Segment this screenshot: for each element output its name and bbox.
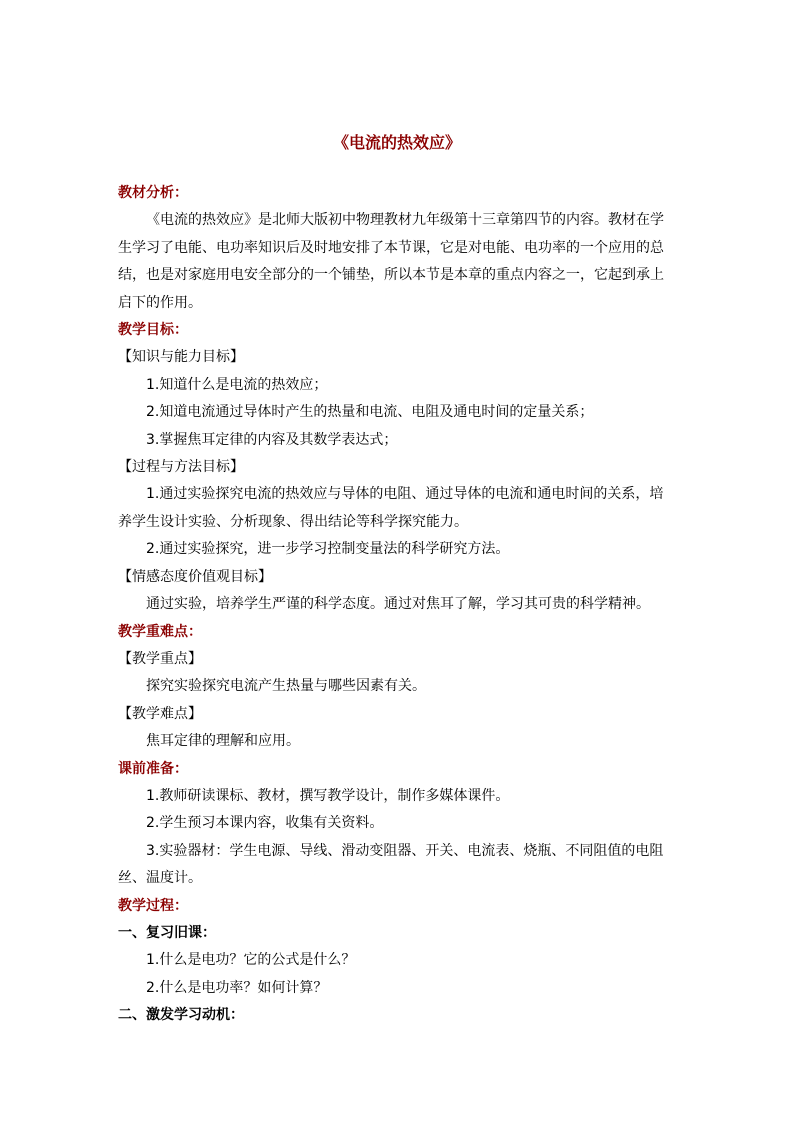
process-review-heading: 一、复习旧课： — [118, 924, 216, 941]
section-heading-keypoints: 教学重难点： — [118, 623, 202, 640]
prep-item: 2.学生预习本课内容，收集有关资料。 — [146, 815, 384, 832]
goal-item: 1.知道什么是电流的热效应； — [146, 376, 328, 393]
analysis-paragraph: 《电流的热效应》是北师大版初中物理教材九年级第十三章第四节的内容。教材在学生学习了电能、电功率知识后及时地安排了本节课，它是对电能、电功率的一个应用的总结，也是对家庭用电安全部分的一个铺垫，所以本节是本章的重点内容之一，它起到承上启下的作用。 — [118, 212, 664, 311]
keypoint-item: 探究实验探究电流产生热量与哪些因素有关。 — [146, 678, 426, 695]
goal-item: 3.掌握焦耳定律的内容及其数学表达式； — [146, 431, 398, 448]
prep-item: 1.教师研读课标、教材，撰写教学设计，制作多媒体课件。 — [146, 787, 510, 804]
goal-label-process: 【过程与方法目标】 — [118, 459, 244, 476]
goal-item: 2.通过实验探究，进一步学习控制变量法的科学研究方法。 — [146, 541, 510, 558]
process-motivate-heading: 二、激发学习动机： — [118, 1007, 244, 1024]
section-heading-prep: 课前准备： — [118, 760, 188, 777]
keypoint-label-difficult: 【教学难点】 — [118, 705, 202, 722]
section-heading-process: 教学过程： — [118, 897, 188, 914]
document-title: 《电流的热效应》 — [332, 133, 461, 152]
keypoint-label-key: 【教学重点】 — [118, 650, 202, 667]
document-body — [118, 180, 676, 1030]
goal-item: 2.知道电流通过导体时产生的热量和电流、电阻及通电时间的定量关系； — [146, 404, 594, 421]
section-heading-goals: 教学目标： — [118, 322, 188, 339]
section-heading-analysis: 教材分析： — [118, 185, 188, 201]
review-item: 1.什么是电功？它的公式是什么？ — [146, 952, 356, 969]
goal-label-knowledge: 【知识与能力目标】 — [118, 349, 244, 366]
review-item: 2.什么是电功率？如何计算？ — [146, 979, 328, 996]
prep-item: 3.实验器材：学生电源、导线、滑动变阻器、开关、电流表、烧瓶、不同阻值的电阻丝、温度计。 — [118, 842, 664, 887]
goal-item: 1.通过实验探究电流的热效应与导体的电阻、通过导体的电流和通电时间的关系，培养学生设计实验、分析现象、得出结论等科学探究能力。 — [118, 486, 664, 530]
goal-label-emotion: 【情感态度价值观目标】 — [118, 568, 272, 585]
goal-item: 通过实验，培养学生严谨的科学态度。通过对焦耳了解，学习其可贵的科学精神。 — [146, 596, 650, 613]
keypoint-item: 焦耳定律的理解和应用。 — [146, 733, 300, 750]
